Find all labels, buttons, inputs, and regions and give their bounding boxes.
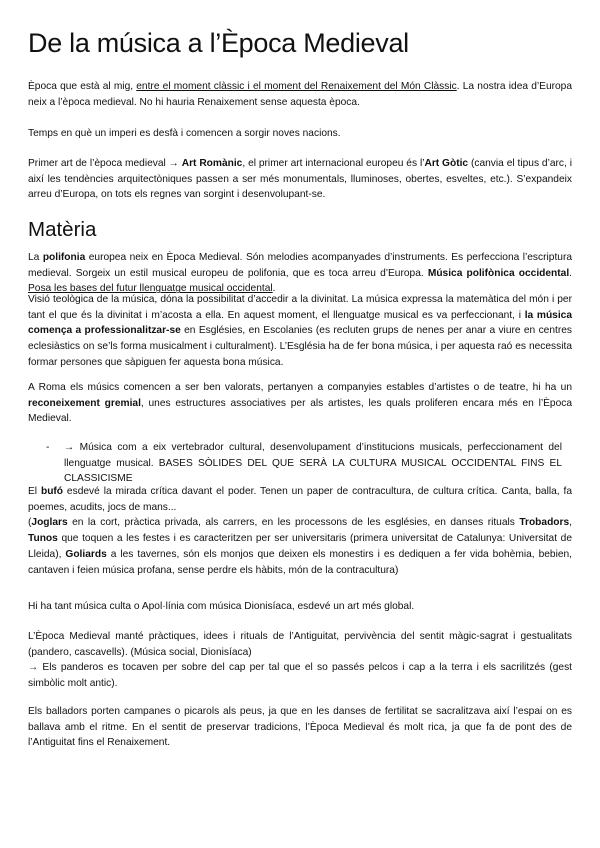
bold-term: Joglars (31, 517, 68, 529)
text-run: La (28, 252, 43, 263)
text-run: , el primer art internacional europeu és l’ (242, 158, 425, 169)
bold-term: bufó (40, 486, 64, 497)
bold-term: reconeixement gremial (28, 397, 141, 409)
text-run: . La nostra idea d’Europa neix a l’època medieval. No hi hauria Renaixement sense aquesta època. (28, 81, 573, 108)
text-run: en la cort, pràctica privada, als carrers, en les processons de les esglésies, en danses rituals (67, 517, 520, 529)
section-paragraph-4 (28, 484, 572, 578)
text-run: . (569, 267, 572, 279)
text-run: ( (28, 517, 32, 529)
text-run: en Esglésies, en Escolanies (es recluten grups de nenes per anar a viure en centres eclesiàstics on se’ls forma musicalment i culturalment). L’Església ha de fer bona música, i per aquesta raó es necessita formar persones que sàpiguen fer aquesta bona música. (28, 325, 572, 368)
text-run: que toquen a les festes i es caracteritzen per ser universitaris (primera universitat de Catalunya: Universitat de Lleida), (28, 533, 572, 560)
bold-term: Música polifònica occidental (427, 267, 570, 279)
section-paragraph-1 (28, 250, 572, 297)
section-paragraph-3 (28, 380, 572, 427)
text-run: → Els panderos es tocaven per sobre del cap per tal que el so passés pelcos i cap a la terra i els sacrilitzés (gest simbòlic molt antic). (28, 662, 572, 690)
text-run: a les tavernes, són els monjos que deixen els monestirs i es dediquen a fer vida bohèmia, bebien, cantaven i feien música profana, sense perdre els hàbits, món de la contracultura) (28, 548, 572, 576)
list-item-text: → Música com a eix vertebrador cultural, desenvolupament d’institucions musicals, perfeccionament del llenguatge musical. BASES SÒLIDES DEL QUE SERÀ LA CULTURA MUSICAL OCCIDENTAL FINS EL CLASSICISME (64, 442, 562, 485)
text-run: El (28, 486, 41, 497)
page-title: De la música a l’Època Medieval (28, 28, 409, 58)
text-run: esdevé la mirada crítica davant el poder. Tenen un paper de contracultura, de cultura crítica. Canta, balla, fa poemes, acudits, jocs de mans... (28, 486, 572, 513)
text-run: , (569, 517, 572, 529)
bold-term: Trobadors (519, 517, 570, 529)
section-paragraph-7: Els balladors porten campanes o picarols als peus, ja que en les danses de fertilitat se sacralitzava així l’espai on es ballava amb el ritme. En el sentit de preservar tradicions, l’Època Medieval és molt rica, ja que fa de pont des de l’Antiguitat fins el Renaixement. (28, 706, 572, 749)
section-paragraph-6 (28, 629, 572, 692)
text-run: Primer art de l’època medieval → (28, 158, 182, 169)
bold-term: polifonia (42, 252, 86, 263)
bullet-dash: - (46, 442, 50, 453)
text-run: Visió teològica de la música, dóna la possibilitat d’accedir a la divinitat. La música expressa la matemàtica del món i per tant el que és la divinitat i m’acosta a ella. En aquest moment, el llenguatge musical es va perfeccionant, i (28, 294, 572, 321)
bold-term: Art Romànic (181, 158, 243, 169)
underlined-phrase: entre el moment clàssic i el moment del Renaixement del Món Clàssic (136, 81, 457, 92)
text-run: Època que està al mig, (28, 81, 137, 92)
text-run: (canvia el tipus d’arc, i així les tendències arquitectòniques passen a ser més monumentals, lluminoses, obertes, esveltes, etc.). S’expandeix arreu d’Europa, on tots els regnes van sorgint i desenvolupant-se. (28, 158, 572, 201)
bold-term: Art Gòtic (424, 158, 469, 169)
text-run: L’Època Medieval manté pràctiques, idees i rituals de l’Antiguitat, pervivència del sentit màgic-sagrat i gestualitats (pandero, cascavells). (Música social, Dionisíaca) (28, 631, 572, 658)
bold-term: Goliards (65, 548, 107, 560)
text-run: , unes estructures associatives per als artistes, les quals proliferen encara més en l’Època Medieval. (28, 397, 573, 425)
section-paragraph-5: Hi ha tant música culta o Apol·línia com música Dionisíaca, esdevé un art més global. (28, 601, 415, 612)
underlined-phrase: Posa les bases del futur llenguatge musical occidental (28, 283, 273, 295)
text-run: . (272, 283, 276, 295)
section-heading: Matèria (28, 218, 97, 241)
intro-paragraph-2: Temps en què un imperi es desfà i comencen a sorgir noves nacions. (28, 128, 341, 139)
intro-paragraph-3 (28, 156, 572, 203)
bold-term: la música comença a professionalitzar-se (28, 309, 573, 337)
text-run: europea neix en Època Medieval. Són melodies acompanyades d’instruments. Es perfecciona l’escriptura medieval. Sorgeix un estil musical europeu de polifonia, que es toca arreu d’Europa. (28, 252, 573, 279)
section-paragraph-2 (28, 292, 572, 371)
bold-term: Tunos (28, 533, 58, 545)
intro-paragraph-1 (28, 79, 572, 110)
text-run: A Roma els músics comencen a ser ben valorats, pertanyen a companyies estables d’artistes o de teatre, hi ha un (28, 382, 572, 393)
